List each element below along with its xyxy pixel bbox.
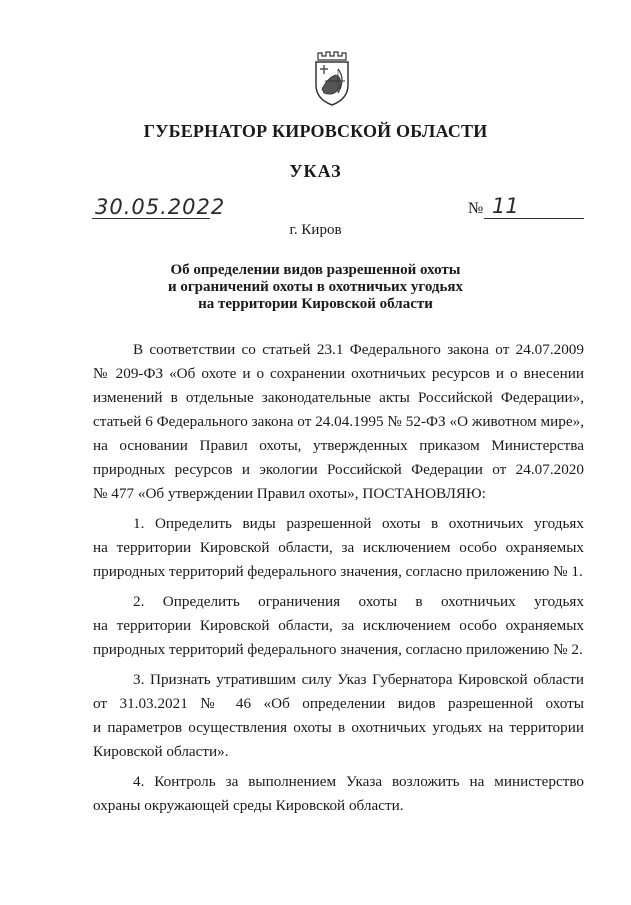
- item-3-paragraph: [93, 668, 584, 764]
- text-line: 2. Определить ограничения охоты в охотничьих угодьях: [133, 593, 584, 610]
- date-underline: [92, 218, 210, 219]
- text-line: природных территорий федерального значения, согласно приложению № 2.: [93, 641, 583, 658]
- issuing-authority: ГУБЕРНАТОР КИРОВСКОЙ ОБЛАСТИ: [143, 121, 488, 141]
- text-line: изменений в отдельные законодательные акты Российской Федерации»,: [93, 389, 584, 406]
- text-line: охраны окружающей среды Кировской области.: [93, 797, 404, 814]
- item-4-paragraph: [93, 770, 584, 818]
- item-1-paragraph: [93, 512, 584, 584]
- text-line: 1. Определить виды разрешенной охоты в охотничьих угодьях: [133, 515, 584, 532]
- number-sign: №: [468, 200, 484, 217]
- item-2-paragraph: [93, 590, 584, 662]
- text-line: № 209-ФЗ «Об охоте и о сохранении охотничьих ресурсов и о внесении: [93, 365, 584, 382]
- text-line: природных территорий федерального значения, согласно приложению № 1.: [93, 563, 583, 580]
- text-line: природных ресурсов и экологии Российской Федерации от 24.07.2020: [93, 461, 584, 478]
- title-line: на территории Кировской области: [198, 296, 433, 312]
- text-line: и параметров осуществления охоты в охотничьих угодьях на территории: [93, 719, 584, 736]
- text-line: от 31.03.2021 № 46 «Об определении видов разрешенной охоты: [93, 695, 584, 712]
- title-line: и ограничений охоты в охотничьих угодьях: [167, 279, 464, 295]
- document-date: 30.05.2022: [95, 195, 226, 219]
- text-line: на основании Правил охоты, утвержденных приказом Министерства: [93, 437, 584, 454]
- document-body: [93, 338, 584, 818]
- document-title: [0, 262, 631, 313]
- preamble-paragraph: [93, 338, 584, 506]
- text-line: статьей 6 Федерального закона от 24.04.1995 № 52-ФЗ «О животном мире»,: [93, 413, 584, 430]
- document-number: 11: [492, 194, 519, 218]
- text-line: 3. Признать утратившим силу Указ Губернатора Кировской области: [133, 671, 584, 688]
- number-underline: [484, 218, 584, 219]
- document-type: УКАЗ: [289, 161, 342, 181]
- text-line: на территории Кировской области, за исключением особо охраняемых: [93, 539, 584, 556]
- text-line: на территории Кировской области, за исключением особо охраняемых: [93, 617, 584, 634]
- text-line: 4. Контроль за выполнением Указа возложить на министерство: [133, 773, 584, 790]
- title-line: Об определении видов разрешенной охоты: [170, 262, 461, 278]
- text-line: № 477 «Об утверждении Правил охоты», ПОСТАНОВЛЯЮ:: [93, 485, 486, 502]
- text-line: В соответствии со статьей 23.1 Федерального закона от 24.07.2009: [133, 341, 584, 358]
- document-city: г. Киров: [289, 222, 342, 238]
- kirov-oblast-coat-of-arms-icon: [300, 47, 362, 109]
- text-line: Кировской области».: [93, 743, 229, 760]
